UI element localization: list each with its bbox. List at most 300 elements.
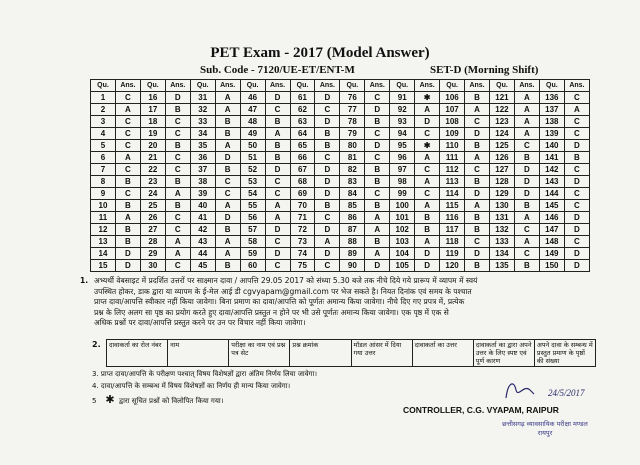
answer-cell: B (365, 176, 390, 188)
question-number-cell: 25 (140, 200, 165, 212)
question-number-cell: 113 (440, 176, 465, 188)
question-number-cell: 121 (490, 92, 515, 104)
question-number-cell: 23 (140, 176, 165, 188)
answer-cell: B (365, 164, 390, 176)
question-number-cell: 59 (240, 248, 265, 260)
answer-cell: A (365, 224, 390, 236)
question-number-cell: 87 (340, 224, 365, 236)
question-number-cell: 98 (390, 176, 415, 188)
answer-cell: C (165, 224, 190, 236)
answer-cell: D (465, 128, 490, 140)
answer-cell: D (115, 260, 140, 272)
question-number-cell: 22 (140, 164, 165, 176)
answer-cell: A (465, 104, 490, 116)
form-column-header: मॉडल आंसर में दिया गया उत्तर (351, 340, 412, 367)
note-text: अभ्यर्थी वेबसाइट में प्रदर्शित उत्तरों पर साक्ष्मान दावा / आपत्ति 29.05 2017 को संध्या 5.30 बजे तक नीचे दिये गये प्रारूप में व्यापम में स्वयं (94, 276, 478, 285)
answer-cell: B (215, 164, 240, 176)
answer-cell: D (564, 212, 589, 224)
question-number-cell: 5 (91, 140, 116, 152)
question-number-cell: 133 (490, 236, 515, 248)
question-number-cell: 128 (490, 176, 515, 188)
table-row (91, 164, 590, 176)
answer-cell: C (315, 260, 340, 272)
answer-cell: C (465, 164, 490, 176)
question-number-cell: 49 (240, 128, 265, 140)
question-number-cell: 24 (140, 188, 165, 200)
question-number-cell: 92 (390, 104, 415, 116)
answer-cell: D (564, 260, 589, 272)
question-number-cell: 19 (140, 128, 165, 140)
question-number-cell: 56 (240, 212, 265, 224)
answer-cell: C (165, 128, 190, 140)
question-number-cell: 146 (539, 212, 564, 224)
answer-cell: A (265, 200, 290, 212)
answer-cell: D (315, 164, 340, 176)
question-number-cell: 93 (390, 116, 415, 128)
form-column-header: नाम (168, 340, 229, 367)
question-number-cell: 95 (390, 140, 415, 152)
question-number-cell: 88 (340, 236, 365, 248)
question-number-cell: 139 (539, 128, 564, 140)
column-header-question: Qu. (140, 80, 165, 92)
question-number-cell: 6 (91, 152, 116, 164)
answer-cell: C (564, 188, 589, 200)
question-number-cell: 138 (539, 116, 564, 128)
question-number-cell: 91 (390, 92, 415, 104)
question-number-cell: 26 (140, 212, 165, 224)
column-header-answer: Ans. (415, 80, 440, 92)
question-number-cell: 41 (190, 212, 215, 224)
question-number-cell: 48 (240, 116, 265, 128)
question-number-cell: 94 (390, 128, 415, 140)
form-header-row (107, 340, 596, 367)
answer-cell: B (465, 176, 490, 188)
answer-cell: B (564, 152, 589, 164)
answer-cell: C (265, 236, 290, 248)
question-number-cell: 1 (91, 92, 116, 104)
question-number-cell: 52 (240, 164, 265, 176)
answer-cell: C (564, 128, 589, 140)
answer-cell: A (415, 152, 440, 164)
question-number-cell: 70 (290, 200, 315, 212)
answer-cell: C (564, 92, 589, 104)
question-number-cell: 115 (440, 200, 465, 212)
answer-cell: D (265, 224, 290, 236)
column-header-answer: Ans. (514, 80, 539, 92)
question-number-cell: 54 (240, 188, 265, 200)
answer-cell: D (315, 248, 340, 260)
answer-cell: D (365, 140, 390, 152)
answer-cell: B (115, 224, 140, 236)
column-header-answer: Ans. (564, 80, 589, 92)
instructions (80, 276, 600, 329)
question-number-cell: 33 (190, 116, 215, 128)
answer-cell: B (514, 260, 539, 272)
answer-cell: C (564, 116, 589, 128)
question-number-cell: 11 (91, 212, 116, 224)
answer-cell: D (564, 140, 589, 152)
answer-cell: C (564, 200, 589, 212)
column-header-question: Qu. (190, 80, 215, 92)
answer-cell: D (315, 224, 340, 236)
question-number-cell: 66 (290, 152, 315, 164)
answer-cell: A (265, 212, 290, 224)
question-number-cell: 18 (140, 116, 165, 128)
question-number-cell: 135 (490, 260, 515, 272)
answer-cell: A (215, 248, 240, 260)
answer-cell: C (415, 128, 440, 140)
question-number-cell: 69 (290, 188, 315, 200)
answer-cell: A (415, 104, 440, 116)
question-number-cell: 105 (390, 260, 415, 272)
question-number-cell: 20 (140, 140, 165, 152)
answer-cell: C (265, 260, 290, 272)
question-number-cell: 7 (91, 164, 116, 176)
question-number-cell: 130 (490, 200, 515, 212)
question-number-cell: 114 (440, 188, 465, 200)
question-number-cell: 32 (190, 104, 215, 116)
question-number-cell: 140 (539, 140, 564, 152)
question-number-cell: 8 (91, 176, 116, 188)
answer-cell: C (365, 128, 390, 140)
answer-cell: C (165, 116, 190, 128)
answer-cell: C (315, 152, 340, 164)
seal-line: छत्तीसगढ़ व्यावसायिक परीक्षा मण्डल (502, 420, 588, 428)
question-number-cell: 35 (190, 140, 215, 152)
answer-cell: B (465, 260, 490, 272)
question-number-cell: 143 (539, 176, 564, 188)
answer-cell: B (465, 224, 490, 236)
answer-cell: D (315, 188, 340, 200)
answer-cell: B (115, 176, 140, 188)
column-header-answer: Ans. (465, 80, 490, 92)
answer-cell: C (265, 104, 290, 116)
table-row (91, 176, 590, 188)
question-number-cell: 89 (340, 248, 365, 260)
answer-cell: D (564, 224, 589, 236)
answer-cell: C (115, 92, 140, 104)
question-number-cell: 85 (340, 200, 365, 212)
answer-cell: A (514, 128, 539, 140)
answer-cell: A (165, 188, 190, 200)
answer-cell: D (315, 92, 340, 104)
question-number-cell: 104 (390, 248, 415, 260)
question-number-cell: 116 (440, 212, 465, 224)
question-number-cell: 21 (140, 152, 165, 164)
answer-cell: D (365, 104, 390, 116)
question-number-cell: 45 (190, 260, 215, 272)
answer-cell: A (115, 212, 140, 224)
answer-cell: C (564, 164, 589, 176)
question-number-cell: 38 (190, 176, 215, 188)
answer-cell: B (165, 140, 190, 152)
question-number-cell: 2 (91, 104, 116, 116)
answer-cell: B (365, 200, 390, 212)
page-title: PET Exam - 2017 (Model Answer) (210, 45, 430, 61)
answer-cell: A (215, 92, 240, 104)
answer-cell: D (265, 164, 290, 176)
question-number-cell: 119 (440, 248, 465, 260)
question-number-cell: 27 (140, 224, 165, 236)
question-number-cell: 77 (340, 104, 365, 116)
question-number-cell: 84 (340, 188, 365, 200)
table-row (91, 224, 590, 236)
answer-cell: D (315, 176, 340, 188)
answer-cell: B (365, 236, 390, 248)
question-number-cell: 79 (340, 128, 365, 140)
answer-cell: B (165, 176, 190, 188)
question-number-cell: 16 (140, 92, 165, 104)
note-4: 4. दावा/आपत्ति के सम्बन्ध में विषय विशेषज्ञों का निर्णय ही मान्य किया जावेगा। (92, 382, 291, 390)
answer-cell: A (415, 176, 440, 188)
column-header-answer: Ans. (315, 80, 340, 92)
answer-cell: D (415, 116, 440, 128)
table-row (91, 104, 590, 116)
answer-cell: C (315, 104, 340, 116)
answer-cell: B (315, 128, 340, 140)
answer-cell: D (165, 92, 190, 104)
star-icon: ✱ (105, 393, 115, 406)
question-number-cell: 102 (390, 224, 415, 236)
answer-cell: C (165, 164, 190, 176)
question-number-cell: 12 (91, 224, 116, 236)
claim-form-table (106, 339, 596, 367)
answer-cell: B (315, 140, 340, 152)
table-body (91, 92, 590, 272)
column-header-question: Qu. (490, 80, 515, 92)
form-column-header: दावाकर्ता का उत्तर (412, 340, 473, 367)
answer-cell: C (365, 92, 390, 104)
question-number-cell: 46 (240, 92, 265, 104)
note-1 (80, 276, 600, 287)
answer-cell: B (265, 140, 290, 152)
question-number-cell: 3 (91, 116, 116, 128)
question-number-cell: 148 (539, 236, 564, 248)
answer-cell: D (215, 212, 240, 224)
note-text: द्वारा सूचित प्रश्नों को विलोपित किया गया। (119, 397, 224, 405)
question-number-cell: 40 (190, 200, 215, 212)
question-number-cell: 44 (190, 248, 215, 260)
question-number-cell: 55 (240, 200, 265, 212)
answer-cell: A (564, 104, 589, 116)
question-number-cell: 144 (539, 188, 564, 200)
table-row (91, 260, 590, 272)
question-number-cell: 28 (140, 236, 165, 248)
answer-cell: A (165, 236, 190, 248)
answer-cell: A (365, 248, 390, 260)
answer-cell: A (165, 248, 190, 260)
table-row (91, 116, 590, 128)
answer-cell: D (365, 260, 390, 272)
question-number-cell: 47 (240, 104, 265, 116)
question-number-cell: 145 (539, 200, 564, 212)
answer-cell: C (265, 188, 290, 200)
question-number-cell: 50 (240, 140, 265, 152)
question-number-cell: 61 (290, 92, 315, 104)
question-number-cell: 57 (240, 224, 265, 236)
answer-cell: A (415, 200, 440, 212)
question-number-cell: 65 (290, 140, 315, 152)
column-header-answer: Ans. (165, 80, 190, 92)
question-number-cell: 29 (140, 248, 165, 260)
note-1-cont: उपस्थित होकर, डाक द्वारा या व्यापम के ई-मेल आई डी cgvyapam@gmail.com पर भेज सकते है। नियत दिनांक एवं समय के पश्चात (94, 286, 472, 296)
answer-cell: C (165, 152, 190, 164)
answer-cell: C (115, 128, 140, 140)
question-number-cell: 111 (440, 152, 465, 164)
question-number-cell: 129 (490, 188, 515, 200)
answer-cell: B (215, 116, 240, 128)
answer-cell: C (415, 188, 440, 200)
answer-cell: A (115, 104, 140, 116)
question-number-cell: 101 (390, 212, 415, 224)
question-number-cell: 131 (490, 212, 515, 224)
answer-cell: C (365, 152, 390, 164)
note-1-cont: अधिक प्रश्नों पर दावा/आपत्ति प्रस्तुत करने पर उन पर विचार नहीं किया जावेगा। (94, 318, 306, 327)
question-number-cell: 10 (91, 200, 116, 212)
answer-cell: C (115, 140, 140, 152)
form-column-header: प्रश्न क्रमांक (290, 340, 351, 367)
answer-cell: C (564, 236, 589, 248)
question-number-cell: 132 (490, 224, 515, 236)
question-number-cell: 103 (390, 236, 415, 248)
official-seal (470, 420, 620, 438)
answer-cell: A (215, 104, 240, 116)
question-number-cell: 107 (440, 104, 465, 116)
column-header-question: Qu. (290, 80, 315, 92)
question-number-cell: 126 (490, 152, 515, 164)
answer-cell: B (265, 116, 290, 128)
answer-cell: D (265, 248, 290, 260)
answer-cell: B (465, 212, 490, 224)
form-column-header: दावाकर्ता का द्वारा अपने उत्तर के लिए स्पष्ट एवं पूर्ण कारण (473, 340, 534, 367)
table-header-row (91, 80, 590, 92)
form-column-header: अपने दावा के सम्बन्ध में प्रस्तुत प्रमाण के पृष्ठों की संख्या (534, 340, 595, 367)
table-row (91, 140, 590, 152)
column-header-question: Qu. (240, 80, 265, 92)
question-number-cell: 81 (340, 152, 365, 164)
question-number-cell: 67 (290, 164, 315, 176)
column-header-question: Qu. (91, 80, 116, 92)
answer-cell: C (115, 164, 140, 176)
question-number-cell: 30 (140, 260, 165, 272)
question-number-cell: 149 (539, 248, 564, 260)
answer-cell: D (564, 176, 589, 188)
question-number-cell: 124 (490, 128, 515, 140)
question-number-cell: 68 (290, 176, 315, 188)
question-number-cell: 73 (290, 236, 315, 248)
answer-cell: A (514, 236, 539, 248)
column-header-answer: Ans. (365, 80, 390, 92)
answer-cell: C (165, 260, 190, 272)
column-header-answer: Ans. (115, 80, 140, 92)
question-number-cell: 106 (440, 92, 465, 104)
answer-cell: ✱ (415, 140, 440, 152)
signature-date: 24/5/2017 (548, 388, 585, 398)
question-number-cell: 136 (539, 92, 564, 104)
set-label: SET-D (Morning Shift) (430, 64, 539, 76)
form-column-header: दावाकर्ता का रोल नंबर (107, 340, 168, 367)
answer-cell: D (215, 152, 240, 164)
table-row (91, 188, 590, 200)
question-number-cell: 147 (539, 224, 564, 236)
answer-cell: C (165, 212, 190, 224)
table-row (91, 200, 590, 212)
question-number-cell: 58 (240, 236, 265, 248)
answer-cell: B (465, 140, 490, 152)
answer-cell: D (415, 248, 440, 260)
answer-cell: C (115, 116, 140, 128)
question-number-cell: 86 (340, 212, 365, 224)
answer-cell: B (115, 236, 140, 248)
answer-cell: A (514, 92, 539, 104)
answer-cell: A (265, 128, 290, 140)
question-number-cell: 4 (91, 128, 116, 140)
question-number-cell: 74 (290, 248, 315, 260)
question-number-cell: 109 (440, 128, 465, 140)
table-row (91, 128, 590, 140)
question-number-cell: 42 (190, 224, 215, 236)
seal-line: रायपुर (537, 429, 553, 437)
question-number-cell: 31 (190, 92, 215, 104)
question-number-cell: 51 (240, 152, 265, 164)
answer-cell: D (564, 248, 589, 260)
answer-cell: A (215, 236, 240, 248)
answer-cell: D (115, 248, 140, 260)
question-number-cell: 15 (91, 260, 116, 272)
question-number-cell: 142 (539, 164, 564, 176)
question-number-cell: 134 (490, 248, 515, 260)
answer-cell: ✱ (415, 92, 440, 104)
question-number-cell: 60 (240, 260, 265, 272)
answer-cell: B (315, 200, 340, 212)
answer-cell: A (465, 200, 490, 212)
question-number-cell: 39 (190, 188, 215, 200)
question-number-cell: 72 (290, 224, 315, 236)
answer-cell: B (514, 200, 539, 212)
question-number-cell: 137 (539, 104, 564, 116)
note-number: 5 (92, 397, 97, 405)
answer-cell: B (465, 92, 490, 104)
table-row (91, 248, 590, 260)
answer-cell: B (215, 224, 240, 236)
question-number-cell: 64 (290, 128, 315, 140)
question-number-cell: 97 (390, 164, 415, 176)
subject-code: Sub. Code - 7120/UE-ET/ENT-M (200, 64, 355, 76)
question-number-cell: 53 (240, 176, 265, 188)
table-row (91, 152, 590, 164)
answer-cell: C (514, 140, 539, 152)
column-header-question: Qu. (440, 80, 465, 92)
column-header-answer: Ans. (265, 80, 290, 92)
question-number-cell: 13 (91, 236, 116, 248)
question-number-cell: 9 (91, 188, 116, 200)
note-1-cont: प्राप्त दावा/आपत्ति स्वीकार नहीं किया जावेगा। बिना प्रमाण का दावा/आपत्ति को पूर्णतः अमान्य किया जावेगा। नीचे दिए गए प्रपत्र में, प्रत्येक (94, 297, 465, 306)
answer-cell: C (514, 248, 539, 260)
answer-cell: B (215, 260, 240, 272)
answer-cell: D (465, 188, 490, 200)
question-number-cell: 76 (340, 92, 365, 104)
question-number-cell: 127 (490, 164, 515, 176)
answer-cell: B (215, 128, 240, 140)
question-number-cell: 108 (440, 116, 465, 128)
question-number-cell: 118 (440, 236, 465, 248)
answer-cell: C (465, 116, 490, 128)
question-number-cell: 36 (190, 152, 215, 164)
question-number-cell: 96 (390, 152, 415, 164)
answer-cell: C (315, 212, 340, 224)
answer-cell: B (165, 104, 190, 116)
answer-cell: B (415, 212, 440, 224)
